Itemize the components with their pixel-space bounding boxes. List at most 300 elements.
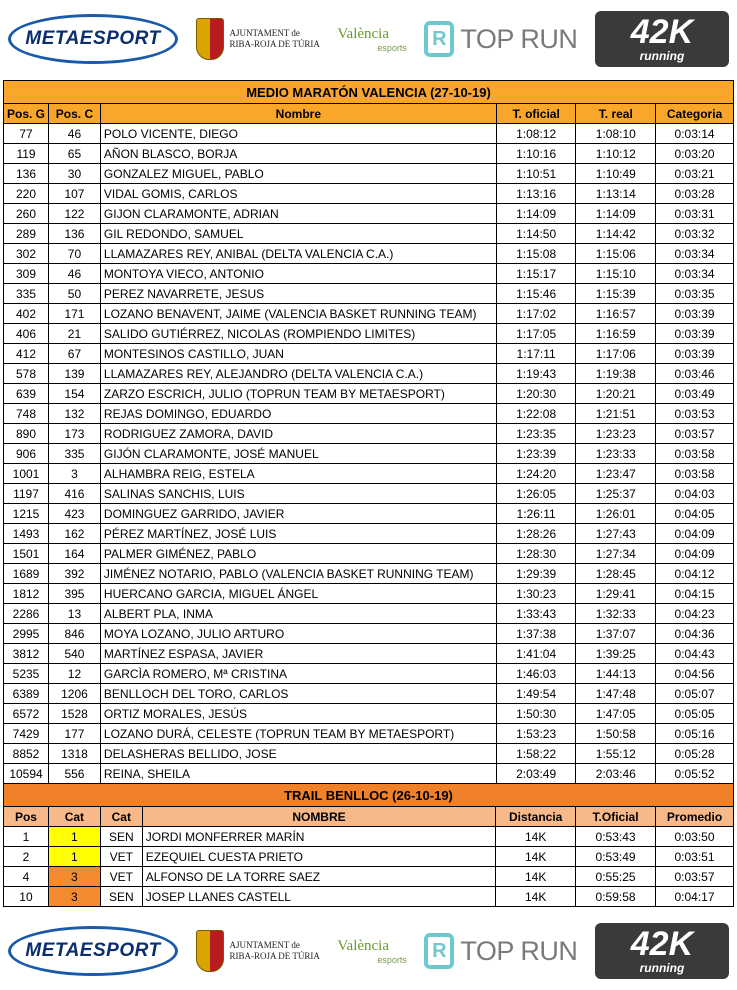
42k-running-logo <box>595 923 729 979</box>
pos-category-cell: 1206 <box>49 684 101 704</box>
running-text: running <box>639 961 685 975</box>
pos-general-cell: 1493 <box>4 524 49 544</box>
pace-cell: 0:04:12 <box>656 564 734 584</box>
pos-general-cell: 639 <box>4 384 49 404</box>
real-time-cell: 1:23:23 <box>576 424 656 444</box>
name-cell: JIMÉNEZ NOTARIO, PABLO (VALENCIA BASKET RUNNING TEAM) <box>100 564 496 584</box>
toprun-mark-icon: R <box>424 21 454 57</box>
distance-cell: 14K <box>496 867 576 887</box>
pace-cell: 0:05:05 <box>656 704 734 724</box>
pos-general-cell: 906 <box>4 444 49 464</box>
name-cell: ZARZO ESCRICH, JULIO (TOPRUN TEAM BY METAESPORT) <box>100 384 496 404</box>
table-row <box>4 364 734 384</box>
official-time-cell: 1:29:39 <box>496 564 576 584</box>
pos-general-cell: 260 <box>4 204 49 224</box>
pos-category-cell: 3 <box>49 464 101 484</box>
name-cell: EZEQUIEL CUESTA PRIETO <box>142 847 495 867</box>
race1-header-row <box>4 104 734 124</box>
pace-cell: 0:03:20 <box>656 144 734 164</box>
pos-category-cell: 177 <box>49 724 101 744</box>
official-time-cell: 1:13:16 <box>496 184 576 204</box>
category-cell: VET <box>100 847 142 867</box>
official-time-cell: 1:26:11 <box>496 504 576 524</box>
table-row <box>4 404 734 424</box>
category-cell: VET <box>100 867 142 887</box>
name-cell: RODRIGUEZ ZAMORA, DAVID <box>100 424 496 444</box>
official-time-cell: 1:46:03 <box>496 664 576 684</box>
table-row <box>4 847 734 867</box>
col-header: Cat <box>48 807 100 827</box>
pos-category-cell: 162 <box>49 524 101 544</box>
col-header: T. oficial <box>496 104 576 124</box>
real-time-cell: 1:39:25 <box>576 644 656 664</box>
race2-header-row <box>4 807 734 827</box>
ajuntament-logo-text <box>230 28 320 50</box>
name-cell: ALBERT PLA, INMA <box>100 604 496 624</box>
pos-category-cell: 1318 <box>49 744 101 764</box>
official-time-cell: 1:50:30 <box>496 704 576 724</box>
pos-cell: 4 <box>4 867 49 887</box>
official-time-cell: 1:20:30 <box>496 384 576 404</box>
pace-cell: 0:03:31 <box>656 204 734 224</box>
pos-general-cell: 335 <box>4 284 49 304</box>
pos-general-cell: 1197 <box>4 484 49 504</box>
table-row <box>4 424 734 444</box>
logo-bar-bottom <box>0 912 737 990</box>
pace-cell: 0:03:28 <box>656 184 734 204</box>
pos-category-cell: 13 <box>49 604 101 624</box>
official-time-cell: 1:19:43 <box>496 364 576 384</box>
ajuntament-line2: RIBA-ROJA DE TÚRIA <box>229 39 320 49</box>
official-time-cell: 0:53:49 <box>576 847 656 867</box>
pos-general-cell: 136 <box>4 164 49 184</box>
pos-category-cell: 21 <box>49 324 101 344</box>
real-time-cell: 1:08:10 <box>576 124 656 144</box>
table-row <box>4 484 734 504</box>
pos-category-cell: 164 <box>49 544 101 564</box>
pos-general-cell: 748 <box>4 404 49 424</box>
pos-general-cell: 119 <box>4 144 49 164</box>
name-cell: BENLLOCH DEL TORO, CARLOS <box>100 684 496 704</box>
metaesport-logo <box>8 926 178 976</box>
pos-general-cell: 6572 <box>4 704 49 724</box>
real-time-cell: 1:27:34 <box>576 544 656 564</box>
table-row <box>4 284 734 304</box>
table-row <box>4 867 734 887</box>
pace-cell: 0:03:46 <box>656 364 734 384</box>
pos-general-cell: 5235 <box>4 664 49 684</box>
pos-category-cell: 46 <box>49 264 101 284</box>
official-time-cell: 1:17:05 <box>496 324 576 344</box>
pos-category-cell: 67 <box>49 344 101 364</box>
official-time-cell: 1:58:22 <box>496 744 576 764</box>
official-time-cell: 1:53:23 <box>496 724 576 744</box>
table-row <box>4 584 734 604</box>
name-cell: POLO VICENTE, DIEGO <box>100 124 496 144</box>
real-time-cell: 1:14:09 <box>576 204 656 224</box>
pos-general-cell: 2995 <box>4 624 49 644</box>
pos-category-cell: 65 <box>49 144 101 164</box>
real-time-cell: 1:21:51 <box>576 404 656 424</box>
official-time-cell: 2:03:49 <box>496 764 576 784</box>
toprun-logo <box>424 933 577 969</box>
pos-general-cell: 1501 <box>4 544 49 564</box>
pos-general-cell: 402 <box>4 304 49 324</box>
toprun-logo <box>424 21 577 57</box>
real-time-cell: 1:19:38 <box>576 364 656 384</box>
pos-general-cell: 302 <box>4 244 49 264</box>
real-time-cell: 1:23:47 <box>576 464 656 484</box>
name-cell: ORTIZ MORALES, JESÚS <box>100 704 496 724</box>
distance-cell: 14K <box>496 887 576 907</box>
42k-running-logo <box>595 11 729 67</box>
pos-general-cell: 1812 <box>4 584 49 604</box>
pos-general-cell: 1215 <box>4 504 49 524</box>
pos-general-cell: 10594 <box>4 764 49 784</box>
official-time-cell: 1:10:16 <box>496 144 576 164</box>
name-cell: GONZALEZ MIGUEL, PABLO <box>100 164 496 184</box>
shield-icon <box>196 930 224 972</box>
valencia-esports-logo <box>337 26 407 53</box>
table-row <box>4 464 734 484</box>
name-cell: REJAS DOMINGO, EDUARDO <box>100 404 496 424</box>
pos-general-cell: 8852 <box>4 744 49 764</box>
table-row <box>4 444 734 464</box>
official-time-cell: 1:17:02 <box>496 304 576 324</box>
name-cell: MONTESINOS CASTILLO, JUAN <box>100 344 496 364</box>
name-cell: LOZANO BENAVENT, JAIME (VALENCIA BASKET RUNNING TEAM) <box>100 304 496 324</box>
official-time-cell: 1:28:26 <box>496 524 576 544</box>
name-cell: ALHAMBRA REIG, ESTELA <box>100 464 496 484</box>
pace-cell: 0:04:36 <box>656 624 734 644</box>
esports-text: esports <box>377 42 407 53</box>
pos-general-cell: 890 <box>4 424 49 444</box>
pace-cell: 0:03:32 <box>656 224 734 244</box>
cat-pos-cell: 1 <box>48 827 100 847</box>
category-cell: SEN <box>100 827 142 847</box>
toprun-mark-icon: R <box>424 933 454 969</box>
metaesport-logo <box>8 14 178 64</box>
table-row <box>4 664 734 684</box>
pace-cell: 0:04:56 <box>656 664 734 684</box>
col-header: Categoria <box>656 104 734 124</box>
name-cell: JOSEP LLANES CASTELL <box>142 887 495 907</box>
table-row <box>4 524 734 544</box>
real-time-cell: 1:55:12 <box>576 744 656 764</box>
table-row <box>4 704 734 724</box>
pace-cell: 0:03:39 <box>656 324 734 344</box>
pace-cell: 0:04:05 <box>656 504 734 524</box>
toprun-text: TOP RUN <box>460 935 578 966</box>
pace-cell: 0:05:16 <box>656 724 734 744</box>
pos-cell: 10 <box>4 887 49 907</box>
pace-cell: 0:04:23 <box>656 604 734 624</box>
pos-category-cell: 70 <box>49 244 101 264</box>
cat-pos-cell: 1 <box>48 847 100 867</box>
pos-general-cell: 6389 <box>4 684 49 704</box>
ajuntament-line1: AJUNTAMENT de <box>229 940 300 950</box>
real-time-cell: 1:16:57 <box>576 304 656 324</box>
pos-category-cell: 1528 <box>49 704 101 724</box>
race2-table <box>3 783 734 907</box>
pos-general-cell: 3812 <box>4 644 49 664</box>
pace-cell: 0:03:35 <box>656 284 734 304</box>
real-time-cell: 1:27:43 <box>576 524 656 544</box>
real-time-cell: 1:44:13 <box>576 664 656 684</box>
name-cell: JORDI MONFERRER MARÍN <box>142 827 495 847</box>
distance-cell: 14K <box>496 827 576 847</box>
name-cell: LOZANO DURÁ, CELESTE (TOPRUN TEAM BY METAESPORT) <box>100 724 496 744</box>
real-time-cell: 1:17:06 <box>576 344 656 364</box>
table-row <box>4 827 734 847</box>
official-time-cell: 1:33:43 <box>496 604 576 624</box>
real-time-cell: 1:23:33 <box>576 444 656 464</box>
running-text: running <box>639 49 685 63</box>
official-time-cell: 1:28:30 <box>496 544 576 564</box>
real-time-cell: 1:14:42 <box>576 224 656 244</box>
pace-cell: 0:03:57 <box>656 424 734 444</box>
col-header: Pos. G <box>4 104 49 124</box>
race2-body <box>4 827 734 907</box>
table-row <box>4 244 734 264</box>
pace-cell: 0:05:07 <box>656 684 734 704</box>
pace-cell: 0:03:39 <box>656 304 734 324</box>
pos-category-cell: 416 <box>49 484 101 504</box>
official-time-cell: 0:55:25 <box>576 867 656 887</box>
pos-cell: 2 <box>4 847 49 867</box>
real-time-cell: 1:10:12 <box>576 144 656 164</box>
pos-category-cell: 423 <box>49 504 101 524</box>
pace-cell: 0:04:03 <box>656 484 734 504</box>
name-cell: PEREZ NAVARRETE, JESUS <box>100 284 496 304</box>
table-row <box>4 164 734 184</box>
official-time-cell: 1:37:38 <box>496 624 576 644</box>
table-row <box>4 344 734 364</box>
pos-category-cell: 335 <box>49 444 101 464</box>
pos-general-cell: 2286 <box>4 604 49 624</box>
pos-category-cell: 132 <box>49 404 101 424</box>
race1-title-row <box>4 81 734 104</box>
table-row <box>4 764 734 784</box>
table-row <box>4 324 734 344</box>
real-time-cell: 1:10:49 <box>576 164 656 184</box>
pos-general-cell: 578 <box>4 364 49 384</box>
pos-category-cell: 171 <box>49 304 101 324</box>
name-cell: GIJÓN CLARAMONTE, JOSÉ MANUEL <box>100 444 496 464</box>
official-time-cell: 1:10:51 <box>496 164 576 184</box>
real-time-cell: 1:50:58 <box>576 724 656 744</box>
pace-cell: 0:04:15 <box>656 584 734 604</box>
pos-cell: 1 <box>4 827 49 847</box>
pos-category-cell: 12 <box>49 664 101 684</box>
pace-cell: 0:03:21 <box>656 164 734 184</box>
official-time-cell: 1:15:46 <box>496 284 576 304</box>
race2-title-row <box>4 784 734 807</box>
official-time-cell: 0:59:58 <box>576 887 656 907</box>
official-time-cell: 0:53:43 <box>576 827 656 847</box>
pos-category-cell: 30 <box>49 164 101 184</box>
pace-cell: 0:03:58 <box>656 444 734 464</box>
name-cell: MARTÍNEZ ESPASA, JAVIER <box>100 644 496 664</box>
table-row <box>4 204 734 224</box>
average-cell: 0:03:57 <box>656 867 734 887</box>
pos-category-cell: 540 <box>49 644 101 664</box>
table-row <box>4 304 734 324</box>
real-time-cell: 1:47:05 <box>576 704 656 724</box>
pace-cell: 0:05:28 <box>656 744 734 764</box>
pos-general-cell: 289 <box>4 224 49 244</box>
ajuntament-logo-text <box>230 940 320 962</box>
name-cell: PALMER GIMÉNEZ, PABLO <box>100 544 496 564</box>
ajuntament-line2: RIBA-ROJA DE TÚRIA <box>229 951 320 961</box>
esports-text: esports <box>377 954 407 965</box>
real-time-cell: 1:25:37 <box>576 484 656 504</box>
official-time-cell: 1:26:05 <box>496 484 576 504</box>
col-header: Nombre <box>100 104 496 124</box>
official-time-cell: 1:49:54 <box>496 684 576 704</box>
official-time-cell: 1:23:35 <box>496 424 576 444</box>
name-cell: HUERCANO GARCIA, MIGUEL ÁNGEL <box>100 584 496 604</box>
real-time-cell: 1:15:10 <box>576 264 656 284</box>
real-time-cell: 1:29:41 <box>576 584 656 604</box>
col-header: T.Oficial <box>576 807 656 827</box>
logo-bar-top <box>0 0 737 78</box>
name-cell: MONTOYA VIECO, ANTONIO <box>100 264 496 284</box>
name-cell: GIL REDONDO, SAMUEL <box>100 224 496 244</box>
pos-category-cell: 139 <box>49 364 101 384</box>
official-time-cell: 1:22:08 <box>496 404 576 424</box>
col-header: Pos. C <box>49 104 101 124</box>
table-row <box>4 264 734 284</box>
name-cell: AÑON BLASCO, BORJA <box>100 144 496 164</box>
name-cell: DOMINGUEZ GARRIDO, JAVIER <box>100 504 496 524</box>
toprun-text: TOP RUN <box>460 23 578 54</box>
shield-icon <box>196 18 224 60</box>
table-row <box>4 624 734 644</box>
ajuntament-logo <box>196 18 320 60</box>
42k-text: 42K <box>630 925 694 963</box>
pos-general-cell: 1001 <box>4 464 49 484</box>
col-header: Distancia <box>496 807 576 827</box>
pace-cell: 0:05:52 <box>656 764 734 784</box>
table-row <box>4 644 734 664</box>
pos-general-cell: 7429 <box>4 724 49 744</box>
pos-category-cell: 107 <box>49 184 101 204</box>
cat-pos-cell: 3 <box>48 867 100 887</box>
real-time-cell: 1:47:48 <box>576 684 656 704</box>
name-cell: GIJON CLARAMONTE, ADRIAN <box>100 204 496 224</box>
pos-general-cell: 1689 <box>4 564 49 584</box>
real-time-cell: 1:15:06 <box>576 244 656 264</box>
table-row <box>4 184 734 204</box>
name-cell: ALFONSO DE LA TORRE SAEZ <box>142 867 495 887</box>
col-header: NOMBRE <box>142 807 495 827</box>
pace-cell: 0:04:43 <box>656 644 734 664</box>
ajuntament-line1: AJUNTAMENT de <box>229 28 300 38</box>
pos-category-cell: 556 <box>49 764 101 784</box>
table-row <box>4 544 734 564</box>
name-cell: MOYA LOZANO, JULIO ARTURO <box>100 624 496 644</box>
table-row <box>4 124 734 144</box>
official-time-cell: 1:17:11 <box>496 344 576 364</box>
pos-category-cell: 392 <box>49 564 101 584</box>
table-row <box>4 887 734 907</box>
race1-table <box>3 80 734 784</box>
42k-text: 42K <box>630 13 694 51</box>
name-cell: SALIDO GUTIÉRREZ, NICOLAS (ROMPIENDO LIMITES) <box>100 324 496 344</box>
pos-general-cell: 309 <box>4 264 49 284</box>
name-cell: SALINAS SANCHIS, LUIS <box>100 484 496 504</box>
name-cell: DELASHERAS BELLIDO, JOSE <box>100 744 496 764</box>
pos-general-cell: 77 <box>4 124 49 144</box>
pos-category-cell: 395 <box>49 584 101 604</box>
pos-general-cell: 220 <box>4 184 49 204</box>
name-cell: PÉREZ MARTÍNEZ, JOSÉ LUIS <box>100 524 496 544</box>
pace-cell: 0:03:49 <box>656 384 734 404</box>
cat-pos-cell: 3 <box>48 887 100 907</box>
pace-cell: 0:04:09 <box>656 544 734 564</box>
pace-cell: 0:03:14 <box>656 124 734 144</box>
pos-category-cell: 173 <box>49 424 101 444</box>
real-time-cell: 2:03:46 <box>576 764 656 784</box>
table-row <box>4 504 734 524</box>
table-row <box>4 224 734 244</box>
official-time-cell: 1:15:08 <box>496 244 576 264</box>
col-header: Pos <box>4 807 49 827</box>
name-cell: LLAMAZARES REY, ALEJANDRO (DELTA VALENCIA C.A.) <box>100 364 496 384</box>
metaesport-logo-text: METAESPORT <box>25 28 161 49</box>
pace-cell: 0:04:09 <box>656 524 734 544</box>
name-cell: VIDAL GOMIS, CARLOS <box>100 184 496 204</box>
pos-category-cell: 154 <box>49 384 101 404</box>
table-row <box>4 604 734 624</box>
valencia-text: València <box>337 25 390 42</box>
pos-category-cell: 50 <box>49 284 101 304</box>
real-time-cell: 1:20:21 <box>576 384 656 404</box>
col-header: T. real <box>576 104 656 124</box>
race1-body <box>4 124 734 784</box>
average-cell: 0:04:17 <box>656 887 734 907</box>
table-row <box>4 684 734 704</box>
col-header: Promedio <box>656 807 734 827</box>
real-time-cell: 1:13:14 <box>576 184 656 204</box>
ajuntament-logo <box>196 930 320 972</box>
distance-cell: 14K <box>496 847 576 867</box>
pace-cell: 0:03:34 <box>656 264 734 284</box>
table-row <box>4 724 734 744</box>
pos-category-cell: 136 <box>49 224 101 244</box>
name-cell: REINA, SHEILA <box>100 764 496 784</box>
pos-category-cell: 46 <box>49 124 101 144</box>
pace-cell: 0:03:34 <box>656 244 734 264</box>
real-time-cell: 1:28:45 <box>576 564 656 584</box>
official-time-cell: 1:41:04 <box>496 644 576 664</box>
name-cell: GARCÌA ROMERO, Mª CRISTINA <box>100 664 496 684</box>
table-row <box>4 744 734 764</box>
official-time-cell: 1:14:09 <box>496 204 576 224</box>
pace-cell: 0:03:58 <box>656 464 734 484</box>
metaesport-logo-text: METAESPORT <box>25 940 161 961</box>
real-time-cell: 1:15:39 <box>576 284 656 304</box>
official-time-cell: 1:24:20 <box>496 464 576 484</box>
official-time-cell: 1:15:17 <box>496 264 576 284</box>
average-cell: 0:03:51 <box>656 847 734 867</box>
average-cell: 0:03:50 <box>656 827 734 847</box>
pos-category-cell: 122 <box>49 204 101 224</box>
official-time-cell: 1:23:39 <box>496 444 576 464</box>
race2-title: TRAIL BENLLOC (26-10-19) <box>4 784 734 807</box>
name-cell: LLAMAZARES REY, ANIBAL (DELTA VALENCIA C.A.) <box>100 244 496 264</box>
